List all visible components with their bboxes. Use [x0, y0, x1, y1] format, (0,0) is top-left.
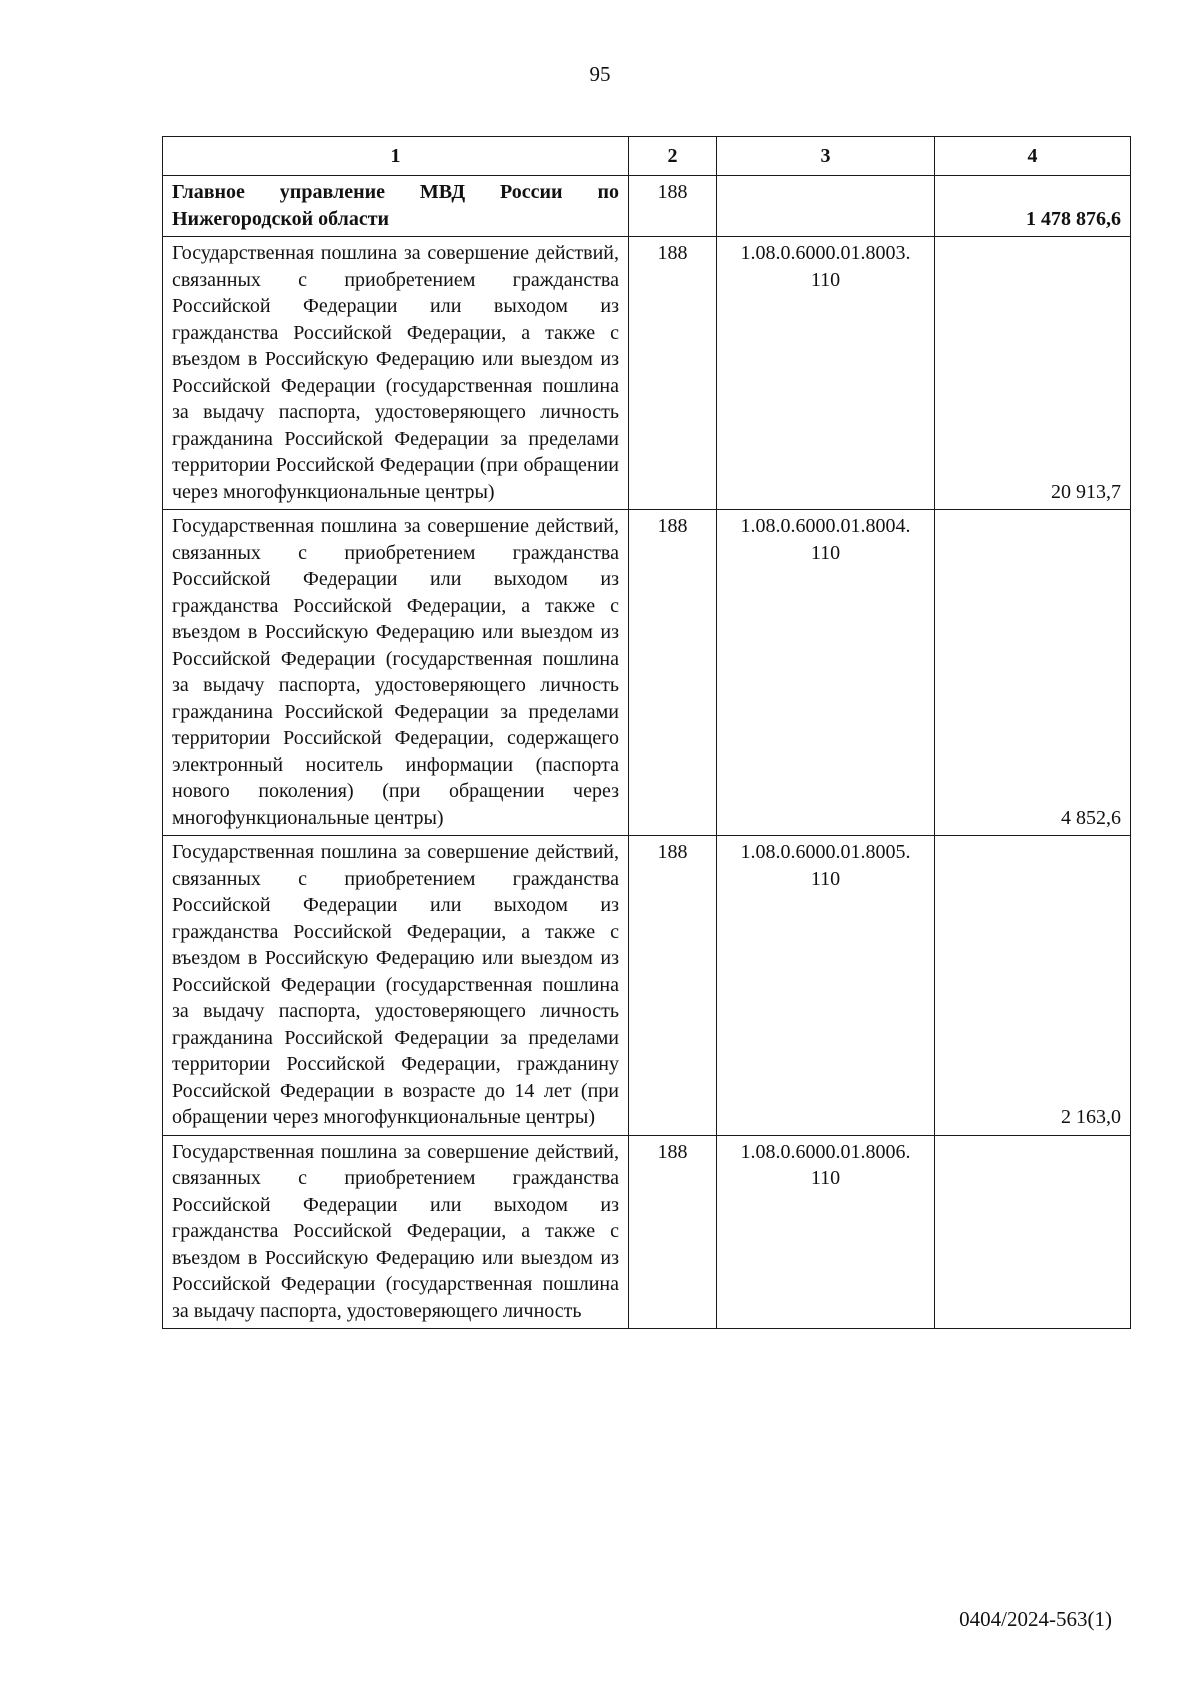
row-amount: 20 913,7	[935, 237, 1131, 510]
column-header-4: 4	[935, 137, 1131, 176]
table-header-row	[163, 137, 1131, 176]
row-kbk: 1.08.0.6000.01.8003. 110	[717, 237, 935, 510]
row-amount: 1 478 876,6	[935, 176, 1131, 237]
document-code: 0404/2024-563(1)	[959, 1607, 1112, 1631]
row-amount: 2 163,0	[935, 836, 1131, 1136]
row-code: 188	[629, 176, 717, 237]
row-kbk: 1.08.0.6000.01.8005. 110	[717, 836, 935, 1136]
row-code: 188	[629, 237, 717, 510]
row-code: 188	[629, 510, 717, 836]
table-row	[163, 237, 1131, 510]
row-name: Государственная пошлина за совершение действий, связанных с приобретением гражданства Российской Федерации или выходом из гражданства Российской Федерации, а также с въездом в Российскую Федерацию или выездом из Российской Федерации (государственная пошлина за выдачу паспорта, удостоверяющего личность гражданина Российской Федерации за пределами территории Российской Федерации, гражданину Российской Федерации в возрасте до 14 лет (при обращении через многофункциональные центры)	[163, 836, 629, 1136]
column-header-3: 3	[717, 137, 935, 176]
row-kbk: 1.08.0.6000.01.8006. 110	[717, 1135, 935, 1329]
table-row	[163, 176, 1131, 237]
table-row	[163, 836, 1131, 1136]
row-kbk: 1.08.0.6000.01.8004. 110	[717, 510, 935, 836]
column-header-1: 1	[163, 137, 629, 176]
row-name: Государственная пошлина за совершение действий, связанных с приобретением гражданства Российской Федерации или выходом из гражданства Российской Федерации, а также с въездом в Российскую Федерацию или выездом из Российской Федерации (государственная пошлина за выдачу паспорта, удостоверяющего личность гражданина Российской Федерации за пределами территории Российской Федерации, содержащего электронный носитель информации (паспорта нового поколения) (при обращении через многофункциональные центры)	[163, 510, 629, 836]
page-number: 95	[589, 62, 611, 86]
row-code: 188	[629, 1135, 717, 1329]
row-name: Государственная пошлина за совершение действий, связанных с приобретением гражданства Российской Федерации или выходом из гражданства Российской Федерации, а также с въездом в Российскую Федерацию или выездом из Российской Федерации (государственная пошлина за выдачу паспорта, удостоверяющего личность гражданина Российской Федерации за пределами территории Российской Федерации (при обращении через многофункциональные центры)	[163, 237, 629, 510]
row-name: Государственная пошлина за совершение действий, связанных с приобретением гражданства Российской Федерации или выходом из гражданства Российской Федерации, а также с въездом в Российскую Федерацию или выездом из Российской Федерации (государственная пошлина за выдачу паспорта, удостоверяющего личность	[163, 1135, 629, 1329]
row-name: Главное управление МВД России по Нижегородской области	[163, 176, 629, 237]
table-row	[163, 510, 1131, 836]
row-amount	[935, 1135, 1131, 1329]
table-row	[163, 1135, 1131, 1329]
row-kbk	[717, 176, 935, 237]
row-code: 188	[629, 836, 717, 1136]
column-header-2: 2	[629, 137, 717, 176]
revenue-table	[162, 136, 1131, 1329]
row-amount: 4 852,6	[935, 510, 1131, 836]
